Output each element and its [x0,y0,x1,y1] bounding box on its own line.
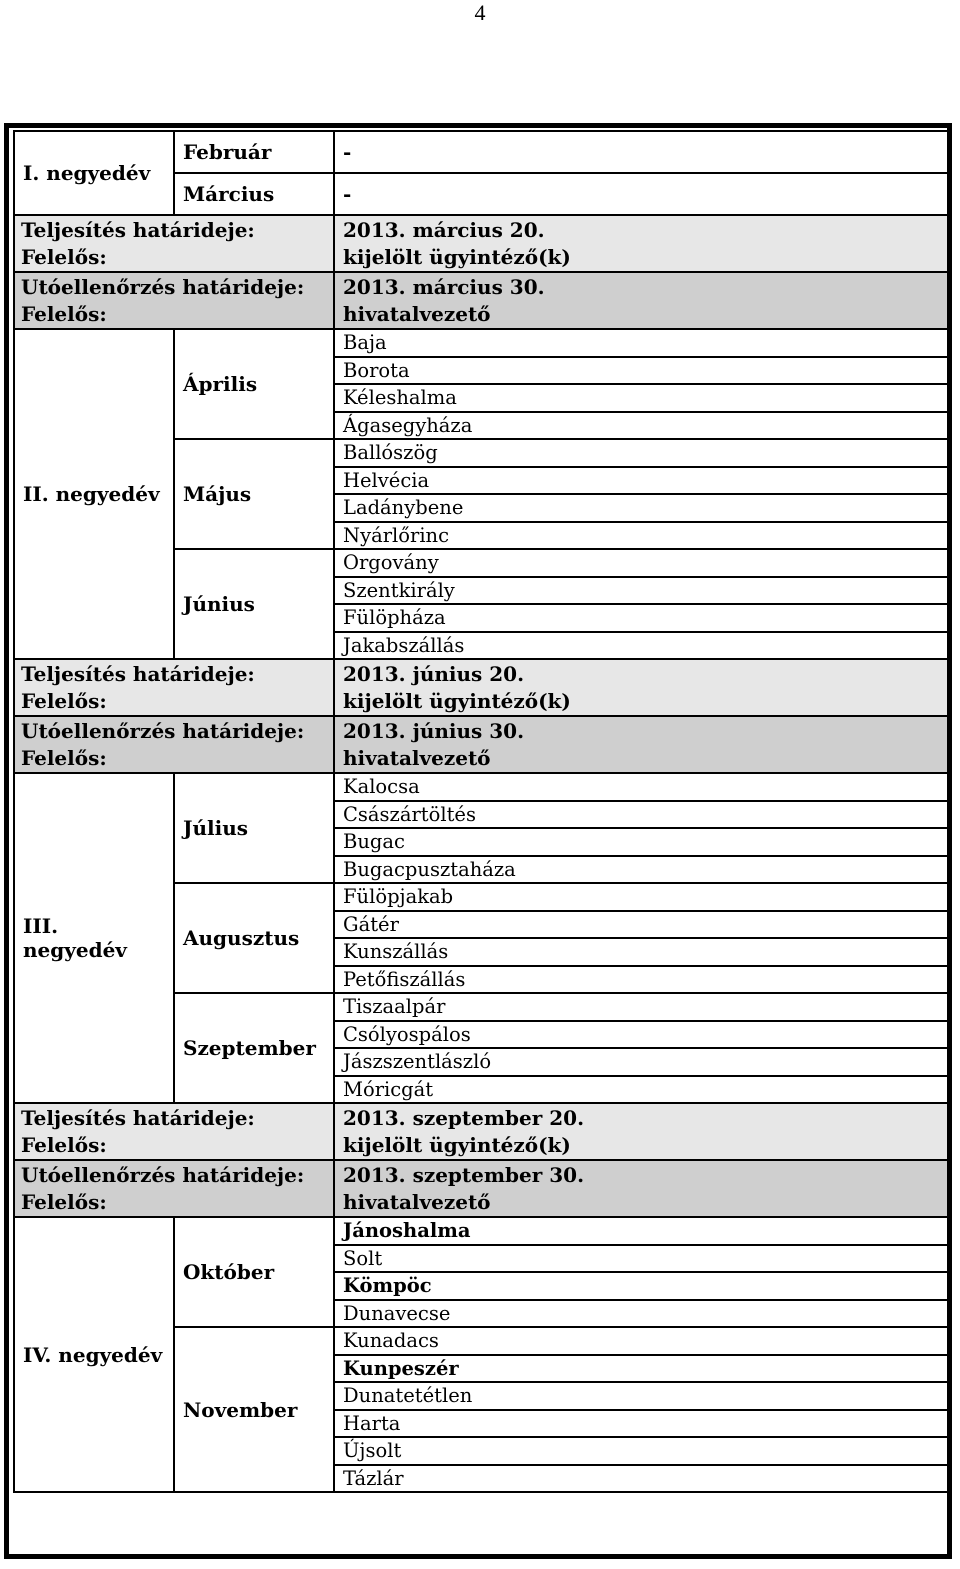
month-label: Július [174,773,334,883]
followup-date: 2013. március 30. [343,275,545,299]
place-item: Kunpeszér [334,1355,948,1383]
place-item: Ágasegyháza [334,412,948,440]
page-number: 4 [474,0,486,25]
quarter-label: I. negyedév [14,131,174,215]
followup-labels [14,1160,334,1217]
place-item: Bugac [334,828,948,856]
deadline-date: 2013. június 20. [343,662,525,686]
inspection-schedule-table [13,130,949,1493]
month-label: Március [174,173,334,215]
deadline-row [14,659,948,716]
place-item: Móricgát [334,1076,948,1104]
month-value: - [334,131,948,173]
responsible-value: hivatalvezető [343,1189,491,1214]
deadline-date: 2013. szeptember 20. [343,1106,585,1130]
table-row [14,773,948,801]
quarter-label-line: III. [23,914,59,938]
followup-row [14,272,948,329]
deadline-values [334,215,948,272]
place-item: Kunszállás [334,938,948,966]
deadline-row [14,215,948,272]
quarter-label [14,773,174,1103]
deadline-label: Teljesítés határideje: [21,662,255,686]
place-item: Baja [334,329,948,357]
followup-date: 2013. szeptember 30. [343,1163,585,1187]
responsible-label: Felelős: [21,688,107,713]
place-item: Dunavecse [334,1300,948,1328]
responsible-label: Felelős: [21,1189,107,1214]
place-item: Gátér [334,911,948,939]
responsible-value: kijelölt ügyintéző(k) [343,688,571,713]
responsible-label: Felelős: [21,301,107,326]
responsible-value: hivatalvezető [343,745,491,770]
followup-date: 2013. június 30. [343,719,525,743]
place-item: Jakabszállás [334,632,948,660]
place-item: Császártöltés [334,801,948,829]
place-item: Tiszaalpár [334,993,948,1021]
table-row [14,131,948,173]
place-item: Harta [334,1410,948,1438]
place-item: Jászszentlászló [334,1048,948,1076]
place-item: Tázlár [334,1465,948,1493]
place-item: Kéleshalma [334,384,948,412]
place-item: Újsolt [334,1437,948,1465]
followup-row [14,716,948,773]
place-item: Szentkirály [334,577,948,605]
deadline-row [14,1103,948,1160]
quarter-label: II. negyedév [14,329,174,659]
followup-label: Utóellenőrzés határideje: [21,1163,305,1187]
followup-row [14,1160,948,1217]
month-label: Február [174,131,334,173]
month-label: Október [174,1217,334,1327]
followup-label: Utóellenőrzés határideje: [21,275,305,299]
month-label: Szeptember [174,993,334,1103]
followup-values [334,1160,948,1217]
month-label: November [174,1327,334,1492]
place-item: Kunadacs [334,1327,948,1355]
quarter-label-line: negyedév [23,938,127,962]
place-item: Petőfiszállás [334,966,948,994]
deadline-label: Teljesítés határideje: [21,218,255,242]
responsible-label: Felelős: [21,1132,107,1157]
table-row [14,329,948,357]
month-value: - [334,173,948,215]
responsible-value: kijelölt ügyintéző(k) [343,244,571,269]
followup-values [334,272,948,329]
followup-labels [14,272,334,329]
quarter-label: IV. negyedév [14,1217,174,1492]
place-item: Nyárlőrinc [334,522,948,550]
place-item: Jánoshalma [334,1217,948,1245]
month-label: Április [174,329,334,439]
place-item: Borota [334,357,948,385]
responsible-label: Felelős: [21,745,107,770]
place-item: Fülöpháza [334,604,948,632]
deadline-labels [14,215,334,272]
followup-labels [14,716,334,773]
place-item: Solt [334,1245,948,1273]
place-item: Kömpöc [334,1272,948,1300]
followup-label: Utóellenőrzés határideje: [21,719,305,743]
responsible-label: Felelős: [21,244,107,269]
month-label: Június [174,549,334,659]
deadline-labels [14,659,334,716]
place-item: Bugacpusztaháza [334,856,948,884]
place-item: Ladánybene [334,494,948,522]
deadline-label: Teljesítés határideje: [21,1106,255,1130]
responsible-value: kijelölt ügyintéző(k) [343,1132,571,1157]
place-item: Kalocsa [334,773,948,801]
place-item: Orgovány [334,549,948,577]
place-item: Dunatetétlen [334,1382,948,1410]
place-item: Fülöpjakab [334,883,948,911]
deadline-date: 2013. március 20. [343,218,545,242]
place-item: Helvécia [334,467,948,495]
place-item: Ballószög [334,439,948,467]
table-row [14,1217,948,1245]
month-label: Augusztus [174,883,334,993]
month-label: Május [174,439,334,549]
deadline-values [334,1103,948,1160]
followup-values [334,716,948,773]
deadline-values [334,659,948,716]
place-item: Csólyospálos [334,1021,948,1049]
deadline-labels [14,1103,334,1160]
responsible-value: hivatalvezető [343,301,491,326]
